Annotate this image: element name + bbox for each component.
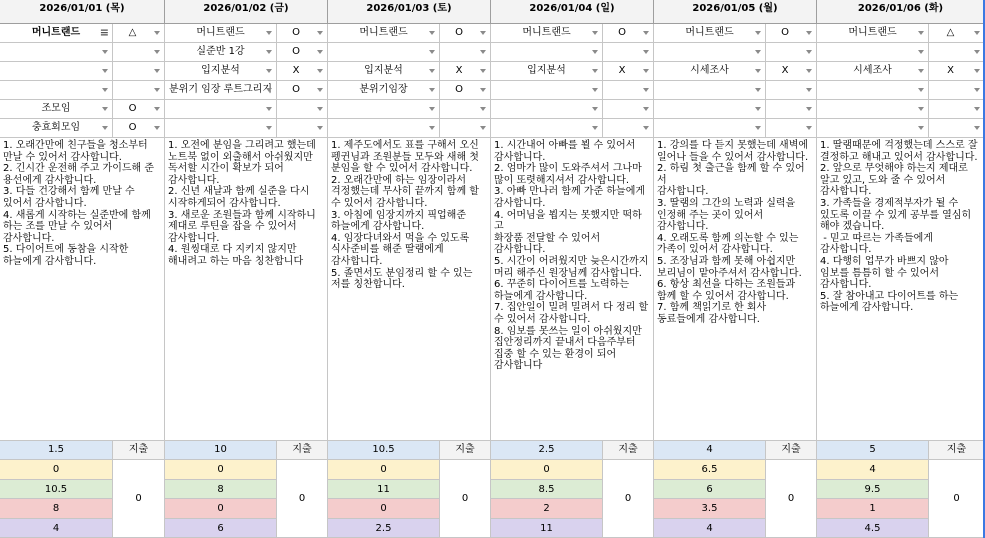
status-mark-dropdown[interactable]: O xyxy=(440,24,491,43)
dropdown-arrow-icon[interactable] xyxy=(266,69,272,73)
status-mark-dropdown[interactable] xyxy=(440,100,491,119)
date-header: 2026/01/04 (일) xyxy=(491,0,654,24)
dropdown-arrow-icon[interactable] xyxy=(480,126,486,130)
status-mark-dropdown[interactable] xyxy=(113,81,165,100)
task-name-cell[interactable]: 머니트랜드 xyxy=(654,24,766,43)
status-mark-dropdown[interactable] xyxy=(440,119,491,138)
dropdown-arrow-icon[interactable] xyxy=(918,50,924,54)
dropdown-arrow-icon[interactable] xyxy=(918,126,924,130)
status-mark-dropdown[interactable] xyxy=(929,81,985,100)
gratitude-notes: 1. 오래간만에 친구들을 청소부터 만날 수 있어서 감사합니다. 2. 긴시간 운전해 주고 가이드해 준 용선에게 감사합니다. 3. 다들 건강해서 함께 만날 수 있어서 감사합니다. 4. 새롭게 시작하는 실준반에 함께 하는 조를 만날 수 있어서 감사합니다. 5. 다이어트에 동참을 시작한 하늘에게 감사합니다. xyxy=(0,138,165,441)
dropdown-arrow-icon[interactable] xyxy=(974,107,980,111)
expense-value: 0 xyxy=(277,460,328,538)
day-column xyxy=(165,0,328,538)
dropdown-arrow-icon[interactable] xyxy=(102,88,108,92)
dropdown-arrow-icon[interactable] xyxy=(154,31,160,35)
task-name-cell[interactable]: 입지분석 xyxy=(165,62,277,81)
dropdown-arrow-icon[interactable] xyxy=(806,88,812,92)
dropdown-arrow-icon[interactable] xyxy=(592,31,598,35)
status-mark-dropdown[interactable]: O xyxy=(277,81,328,100)
dropdown-arrow-icon[interactable] xyxy=(643,31,649,35)
dropdown-arrow-icon[interactable] xyxy=(480,107,486,111)
dropdown-arrow-icon[interactable] xyxy=(429,50,435,54)
day-column xyxy=(328,0,491,538)
filter-icon[interactable]: ≡ xyxy=(99,26,109,39)
dropdown-arrow-icon[interactable] xyxy=(918,107,924,111)
dropdown-arrow-icon[interactable] xyxy=(317,69,323,73)
dropdown-arrow-icon[interactable] xyxy=(317,88,323,92)
dropdown-arrow-icon[interactable] xyxy=(154,88,160,92)
category-value-cell: 6 xyxy=(654,480,766,500)
dropdown-arrow-icon[interactable] xyxy=(643,126,649,130)
status-mark-dropdown[interactable]: X xyxy=(440,62,491,81)
task-name-cell[interactable]: 입지분석 xyxy=(491,62,603,81)
status-mark-dropdown[interactable]: O xyxy=(277,24,328,43)
category-value-cell: 2 xyxy=(491,499,603,519)
daily-total: 5 xyxy=(817,441,929,460)
task-name-cell[interactable]: 머니트랜드 ≡ xyxy=(0,24,113,43)
dropdown-arrow-icon[interactable] xyxy=(755,126,761,130)
category-value-cell: 0 xyxy=(165,460,277,480)
dropdown-arrow-icon[interactable] xyxy=(429,88,435,92)
task-name-cell[interactable]: 분위기 임장 루트그리기 xyxy=(165,81,277,100)
status-mark-dropdown[interactable]: X xyxy=(766,62,817,81)
task-name-cell[interactable] xyxy=(817,119,929,138)
dropdown-arrow-icon[interactable] xyxy=(974,50,980,54)
dropdown-arrow-icon[interactable] xyxy=(918,69,924,73)
daily-total: 10 xyxy=(165,441,277,460)
gratitude-notes: 1. 오전에 분임을 그리려고 했는데 노트북 없이 외출해서 아쉬웠지만 독서할 시간이 확보가 되어 감사합니다. 2. 신년 새날과 함께 실준을 다시 시작하게되어 감사합니다. 3. 새로운 조원들과 함께 시작하니 제대로 루틴을 잡을 수 있어서 감사합니다. 4. 원씽대로 다 지키지 않지만 해내려고 하는 마음 칭찬합니다 xyxy=(165,138,328,441)
task-name-cell[interactable]: 조모임 xyxy=(0,100,113,119)
dropdown-arrow-icon[interactable] xyxy=(266,31,272,35)
dropdown-arrow-icon[interactable] xyxy=(102,50,108,54)
status-mark-dropdown[interactable] xyxy=(929,100,985,119)
task-name-cell[interactable] xyxy=(654,43,766,62)
expense-label: 지출 xyxy=(603,441,654,460)
category-value-cell: 2.5 xyxy=(328,519,440,538)
category-value-cell: 8 xyxy=(165,480,277,500)
date-header: 2026/01/05 (월) xyxy=(654,0,817,24)
task-name-cell[interactable] xyxy=(165,119,277,138)
dropdown-arrow-icon[interactable] xyxy=(102,69,108,73)
dropdown-arrow-icon[interactable] xyxy=(317,126,323,130)
category-value-cell: 10.5 xyxy=(0,480,113,500)
task-name-cell[interactable] xyxy=(0,62,113,81)
dropdown-arrow-icon[interactable] xyxy=(755,50,761,54)
dropdown-arrow-icon[interactable] xyxy=(806,107,812,111)
date-header: 2026/01/06 (화) xyxy=(817,0,985,24)
dropdown-arrow-icon[interactable] xyxy=(806,31,812,35)
category-value-cell: 4 xyxy=(817,460,929,480)
task-name-cell[interactable]: 입지분석 xyxy=(328,62,440,81)
expense-value: 0 xyxy=(929,460,985,538)
expense-label: 지출 xyxy=(929,441,985,460)
status-mark-dropdown[interactable] xyxy=(603,119,654,138)
category-value-cell: 0 xyxy=(328,499,440,519)
status-mark-dropdown[interactable] xyxy=(113,62,165,81)
status-mark-dropdown[interactable] xyxy=(277,100,328,119)
task-name-cell[interactable] xyxy=(491,43,603,62)
dropdown-arrow-icon[interactable] xyxy=(755,31,761,35)
category-value-cell: 11 xyxy=(491,519,603,538)
task-name-cell[interactable] xyxy=(654,119,766,138)
day-column xyxy=(491,0,654,538)
daily-total: 2.5 xyxy=(491,441,603,460)
category-value-cell: 0 xyxy=(0,460,113,480)
dropdown-arrow-icon[interactable] xyxy=(266,50,272,54)
dropdown-arrow-icon[interactable] xyxy=(266,107,272,111)
category-value-cell: 8.5 xyxy=(491,480,603,500)
status-mark-dropdown[interactable]: O xyxy=(440,81,491,100)
task-name-cell[interactable] xyxy=(817,43,929,62)
expense-label: 지출 xyxy=(113,441,165,460)
dropdown-arrow-icon[interactable] xyxy=(806,69,812,73)
dropdown-arrow-icon[interactable] xyxy=(974,69,980,73)
category-value-cell: 11 xyxy=(328,480,440,500)
dropdown-arrow-icon[interactable] xyxy=(974,126,980,130)
task-name-cell[interactable] xyxy=(0,81,113,100)
dropdown-arrow-icon[interactable] xyxy=(480,50,486,54)
status-mark-dropdown[interactable] xyxy=(929,119,985,138)
status-mark-dropdown[interactable]: △ xyxy=(929,24,985,43)
status-mark-dropdown[interactable] xyxy=(603,81,654,100)
task-name-cell[interactable] xyxy=(328,119,440,138)
dropdown-arrow-icon[interactable] xyxy=(154,50,160,54)
dropdown-arrow-icon[interactable] xyxy=(154,126,160,130)
status-mark-dropdown[interactable] xyxy=(440,43,491,62)
task-name-cell[interactable]: 충효회모임 xyxy=(0,119,113,138)
task-name-cell[interactable]: 시세조사 xyxy=(817,62,929,81)
gratitude-notes: 1. 딸램때문에 걱정했는데 스스로 잘 결정하고 해내고 있어서 감사합니다. 2. 앞으로 무엇해야 하는지 제대로 알고 있고, 도와 줄 수 있어서 감사합니다. 3. 가족들을 경제적부자가 될 수 있도록 이끌 수 있게 공부를 열심히 해야 겠습니다. - 믿고 따르는 가족들에게 감사합니다. 4. 다행히 업무가 바쁘지 않아 임보를 틈틈히 할 수 있어서 감사합니다. 5. 잘 참아내고 다이어트를 하는 하늘에게 감사합니다. xyxy=(817,138,985,441)
status-mark-dropdown[interactable]: X xyxy=(929,62,985,81)
category-value-cell: 9.5 xyxy=(817,480,929,500)
gratitude-notes: 1. 시간내어 아빠를 뵐 수 있어서 감사합니다. 2. 엄마가 많이 도와주셔서 그나마 많이 또렷해지셔서 감사합니다. 3. 아빠 만나러 함께 가준 하늘에게 감사합니다. 4. 어머님을 뵙지는 못했지만 떡하고 화장품 전달할 수 있어서 감사합니다. 5. 시간이 어려웠지만 늦은시간까지 머리 해주신 원장님께 감사합니다. 6. 꾸준히 다이어트를 노력하는 하늘에게 감사합니다. 7. 집안일이 밀려 밀려서 다 정리 할 수 있어서 감사합니다. 8. 임보를 못쓰는 일이 아쉬웠지만 집안정리까지 끝내서 다음주부터 집중 할 수 있는 환경이 되어 감사합니다 xyxy=(491,138,654,441)
category-value-cell: 4.5 xyxy=(817,519,929,538)
day-column xyxy=(817,0,985,538)
status-mark-dropdown[interactable] xyxy=(603,43,654,62)
status-mark-dropdown[interactable]: O xyxy=(766,24,817,43)
category-value-cell: 4 xyxy=(0,519,113,538)
daily-total: 10.5 xyxy=(328,441,440,460)
dropdown-arrow-icon[interactable] xyxy=(154,69,160,73)
category-value-cell: 0 xyxy=(165,499,277,519)
dropdown-arrow-icon[interactable] xyxy=(317,107,323,111)
dropdown-arrow-icon[interactable] xyxy=(102,126,108,130)
category-value-cell: 6.5 xyxy=(654,460,766,480)
dropdown-arrow-icon[interactable] xyxy=(266,126,272,130)
task-name-cell[interactable] xyxy=(817,100,929,119)
category-value-cell: 0 xyxy=(328,460,440,480)
category-value-cell: 0 xyxy=(491,460,603,480)
dropdown-arrow-icon[interactable] xyxy=(918,88,924,92)
category-value-cell: 6 xyxy=(165,519,277,538)
task-name-cell[interactable] xyxy=(491,81,603,100)
dropdown-arrow-icon[interactable] xyxy=(480,69,486,73)
task-name-cell[interactable] xyxy=(0,43,113,62)
dropdown-arrow-icon[interactable] xyxy=(806,50,812,54)
dropdown-arrow-icon[interactable] xyxy=(643,69,649,73)
dropdown-arrow-icon[interactable] xyxy=(154,107,160,111)
dropdown-arrow-icon[interactable] xyxy=(266,88,272,92)
date-header: 2026/01/01 (목) xyxy=(0,0,165,24)
expense-value: 0 xyxy=(440,460,491,538)
status-mark-dropdown[interactable] xyxy=(766,81,817,100)
dropdown-arrow-icon[interactable] xyxy=(317,31,323,35)
status-mark-dropdown[interactable]: △ xyxy=(113,24,165,43)
task-name-cell[interactable] xyxy=(654,100,766,119)
dropdown-arrow-icon[interactable] xyxy=(592,88,598,92)
dropdown-arrow-icon[interactable] xyxy=(429,107,435,111)
day-column xyxy=(0,0,165,538)
dropdown-arrow-icon[interactable] xyxy=(974,31,980,35)
dropdown-arrow-icon[interactable] xyxy=(429,69,435,73)
task-name-cell[interactable]: 머니트랜드 xyxy=(328,24,440,43)
status-mark-dropdown[interactable] xyxy=(766,100,817,119)
task-name-cell[interactable]: 시세조사 xyxy=(654,62,766,81)
task-name-cell[interactable]: 머니트랜드 xyxy=(817,24,929,43)
expense-label: 지출 xyxy=(766,441,817,460)
status-mark-dropdown[interactable] xyxy=(929,43,985,62)
dropdown-arrow-icon[interactable] xyxy=(429,126,435,130)
task-name-cell[interactable] xyxy=(817,81,929,100)
expense-value: 0 xyxy=(113,460,165,538)
status-mark-dropdown[interactable] xyxy=(277,119,328,138)
dropdown-arrow-icon[interactable] xyxy=(592,69,598,73)
status-mark-dropdown[interactable] xyxy=(766,43,817,62)
status-mark-dropdown[interactable]: O xyxy=(113,100,165,119)
gratitude-notes: 1. 강의를 다 듣지 못했는데 새벽에 일어나 들을 수 있어서 감사합니다. 2. 하림 첫 출근을 함께 할 수 있어서 감사합니다. 3. 딸램의 그간의 노력과 실력을 인정해 주는 곳이 있어서 감사합니다. 4. 오래도록 함께 의논할 수 있는 가족이 있어서 감사합니다. 5. 조장님과 함께 못해 아쉽지만 보리님이 맡아주셔서 감사합니다. 6. 항상 최선을 다하는 조원들과 함께 할 수 있어서 감사합니다. 7. 함께 책읽기로 한 회사 동료들에게 감사합니다. xyxy=(654,138,817,441)
task-name-cell[interactable] xyxy=(491,100,603,119)
date-header: 2026/01/03 (토) xyxy=(328,0,491,24)
task-name-cell[interactable]: 분위기임장 xyxy=(328,81,440,100)
status-mark-dropdown[interactable]: X xyxy=(603,62,654,81)
dropdown-arrow-icon[interactable] xyxy=(592,50,598,54)
date-header: 2026/01/02 (금) xyxy=(165,0,328,24)
dropdown-arrow-icon[interactable] xyxy=(592,126,598,130)
status-mark-dropdown[interactable]: O xyxy=(277,43,328,62)
task-name-cell[interactable] xyxy=(328,43,440,62)
task-name-cell[interactable]: 머니트랜드 xyxy=(491,24,603,43)
dropdown-arrow-icon[interactable] xyxy=(755,107,761,111)
gratitude-notes: 1. 제주도에서도 표를 구해서 오신 펭귄님과 조원분들 모두와 새해 첫 분임을 할 수 있어서 감사합니다. 2. 오래간만에 하는 임장이라서 걱정했는데 무사히 끝까지 함께 할 수 있어서 감사합니다. 3. 아침에 임장지까지 픽업해준 하늘에게 감사합니다. 4. 임장다녀와서 먹을 수 있도록 식사준비를 해준 딸램에게 감사합니다. 5. 졸면서도 분임정리 할 수 있는 저를 칭찬합니다. xyxy=(328,138,491,441)
dropdown-arrow-icon[interactable] xyxy=(643,107,649,111)
dropdown-arrow-icon[interactable] xyxy=(102,107,108,111)
category-value-cell: 1 xyxy=(817,499,929,519)
dropdown-arrow-icon[interactable] xyxy=(643,50,649,54)
status-mark-dropdown[interactable]: X xyxy=(277,62,328,81)
expense-value: 0 xyxy=(766,460,817,538)
expense-label: 지출 xyxy=(440,441,491,460)
dropdown-arrow-icon[interactable] xyxy=(806,126,812,130)
status-mark-dropdown[interactable] xyxy=(603,100,654,119)
daily-total: 4 xyxy=(654,441,766,460)
dropdown-arrow-icon[interactable] xyxy=(918,31,924,35)
dropdown-arrow-icon[interactable] xyxy=(755,88,761,92)
dropdown-arrow-icon[interactable] xyxy=(755,69,761,73)
status-mark-dropdown[interactable]: O xyxy=(603,24,654,43)
status-mark-dropdown[interactable] xyxy=(766,119,817,138)
task-name-cell[interactable] xyxy=(654,81,766,100)
dropdown-arrow-icon[interactable] xyxy=(592,107,598,111)
dropdown-arrow-icon[interactable] xyxy=(429,31,435,35)
category-value-cell: 4 xyxy=(654,519,766,538)
task-name-cell[interactable]: 실준반 1강 xyxy=(165,43,277,62)
category-value-cell: 3.5 xyxy=(654,499,766,519)
task-name-cell[interactable] xyxy=(165,100,277,119)
status-mark-dropdown[interactable] xyxy=(113,43,165,62)
dropdown-arrow-icon[interactable] xyxy=(480,31,486,35)
task-name-cell[interactable]: 머니트랜드 xyxy=(165,24,277,43)
status-mark-dropdown[interactable]: O xyxy=(113,119,165,138)
expense-value: 0 xyxy=(603,460,654,538)
dropdown-arrow-icon[interactable] xyxy=(643,88,649,92)
task-name-cell[interactable] xyxy=(491,119,603,138)
expense-label: 지출 xyxy=(277,441,328,460)
daily-total: 1.5 xyxy=(0,441,113,460)
day-column xyxy=(654,0,817,538)
category-value-cell: 8 xyxy=(0,499,113,519)
dropdown-arrow-icon[interactable] xyxy=(317,50,323,54)
dropdown-arrow-icon[interactable] xyxy=(480,88,486,92)
task-name-cell[interactable] xyxy=(328,100,440,119)
dropdown-arrow-icon[interactable] xyxy=(974,88,980,92)
